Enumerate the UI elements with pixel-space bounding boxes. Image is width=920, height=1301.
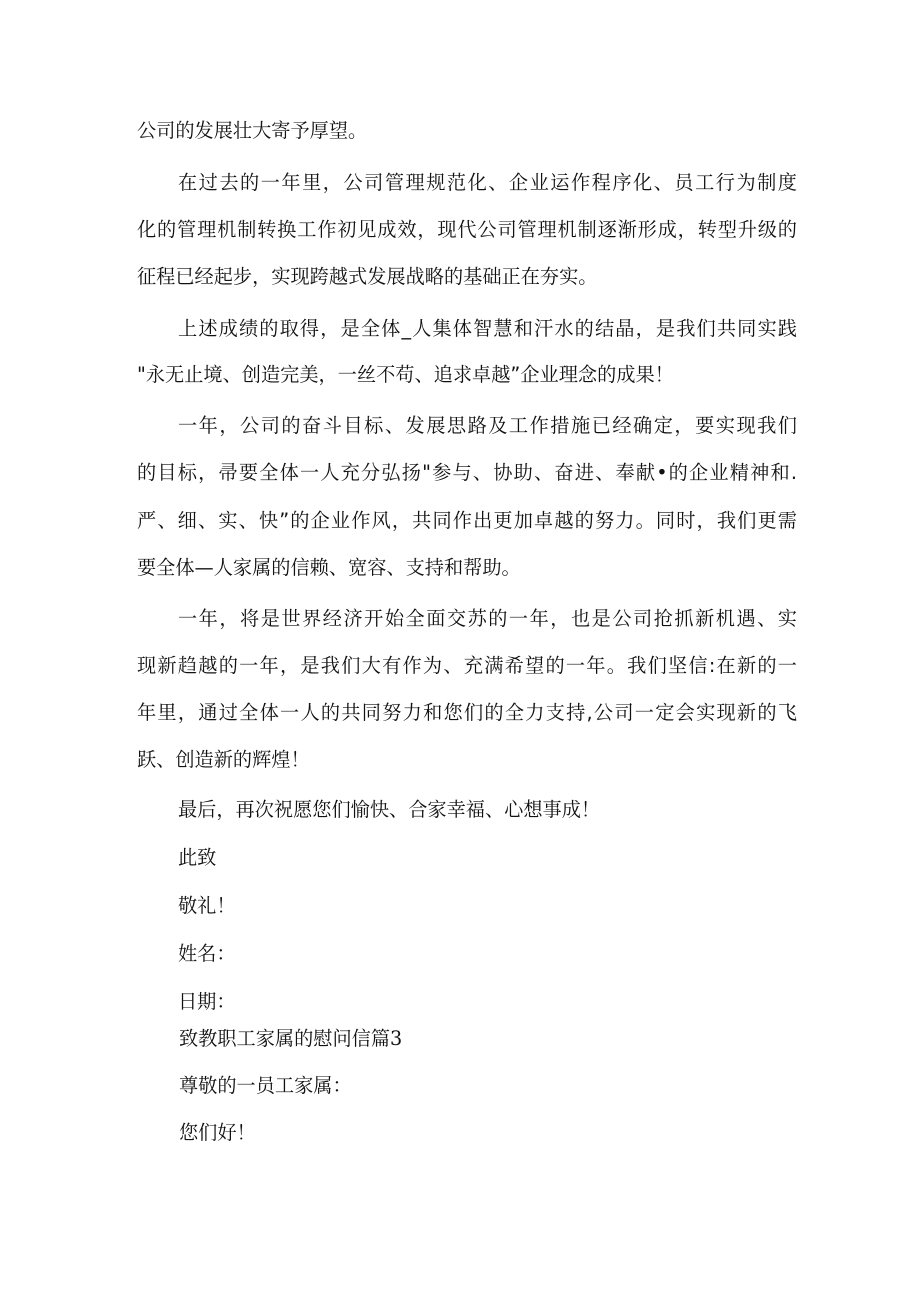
paragraph-line: 的目标，帚要全体一人充分弘扬"参与、协助、奋进、奉献•的企业精神和.	[137, 461, 797, 484]
paragraph-line: 一年，将是世界经济开始全面交苏的一年，也是公司抢抓新机遇、实	[178, 607, 797, 630]
paragraph-line: 严、细、实、快”的企业作风，共同作出更加卓越的努力。同时，我们更需	[137, 509, 797, 532]
paragraph-line: 公司的发展壮大寄予厚望。	[137, 119, 368, 142]
paragraph-line: 一年，公司的奋斗目标、发展思路及工作措施已经确定，要实现我们	[178, 414, 797, 437]
closing-wish: 最后，再次祝愿您们愉快、合家幸福、心想事成！	[178, 798, 601, 821]
paragraph-line: 现新趋越的一年，是我们大有作为、充满希望的一年。我们坚信:在新的一	[137, 654, 797, 677]
paragraph-line: 年里，通过全体一人的共同努力和您们的全力支持,公司一定会实现新的飞	[137, 701, 797, 724]
paragraph-line: 要全体—人家属的信赖、宽容、支持和帮助。	[137, 556, 521, 579]
paragraph-line: 化的管理机制转换工作初见成效，现代公司管理机制逐渐形成，转型升级的	[137, 218, 797, 241]
salutation-jingli: 敬礼！	[178, 894, 236, 917]
paragraph-line: "永无止境、创造完美，一丝不苟、追求卓越”企业理念的成果！	[137, 363, 674, 386]
paragraph-line: 跃、创造新的辉煌！	[137, 748, 310, 771]
section-heading: 致教职工家属的慰问信篇3	[179, 1027, 403, 1050]
paragraph-line: 征程已经起步，实现跨越式发展战略的基础正在夯实。	[137, 265, 598, 288]
signature-date-label: 日期：	[178, 990, 236, 1013]
paragraph-line: 在过去的一年里，公司管理规范化、企业运作程序化、员工行为制度	[178, 171, 797, 194]
salutation-cizhi: 此致	[178, 846, 217, 869]
paragraph-line: 上述成绩的取得，是全体_人集体智慧和汗水的结晶，是我们共同实践	[178, 317, 797, 340]
greeting-hello: 您们好！	[179, 1121, 256, 1144]
greeting-recipient: 尊敬的一员工家属：	[179, 1074, 352, 1097]
signature-name-label: 姓名：	[178, 942, 236, 965]
